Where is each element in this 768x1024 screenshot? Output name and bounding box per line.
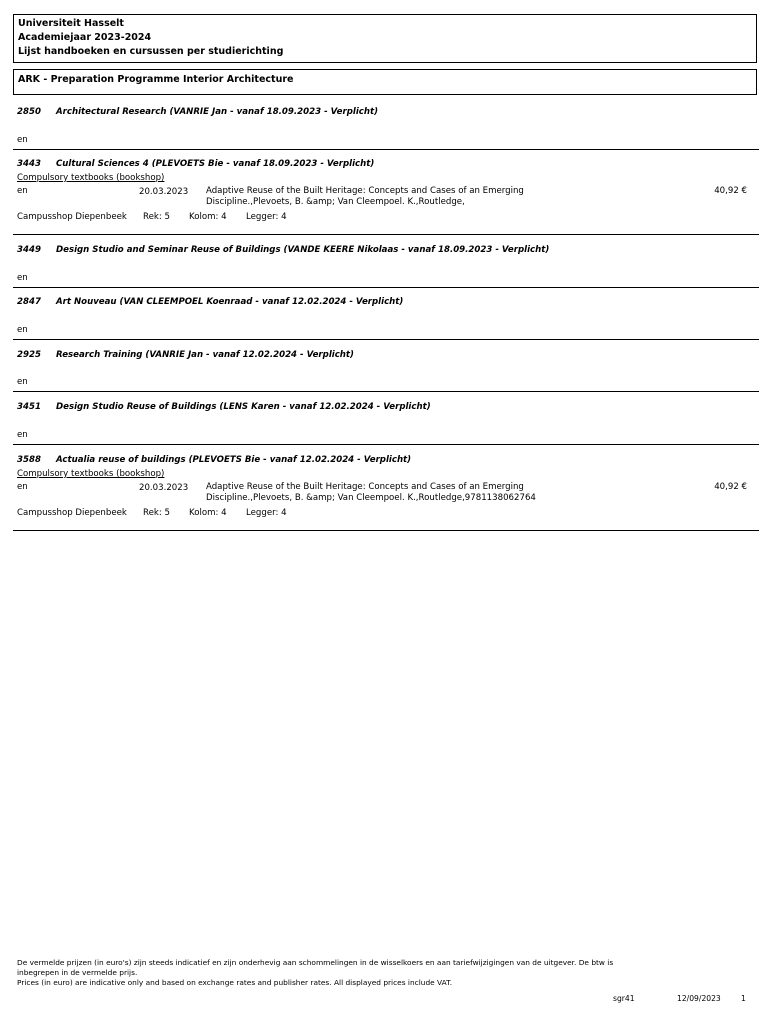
course-block: [13, 454, 759, 531]
course-code: 2847: [17, 297, 41, 307]
course-title: Actualia reuse of buildings (PLEVOETS Bie - vanaf 12.02.2024 - Verplicht): [56, 455, 412, 465]
course-language: en: [17, 325, 28, 335]
program-title: ARK - Preparation Programme Interior Architecture: [18, 74, 294, 85]
course-title: Design Studio and Seminar Reuse of Buildings (VANDE KEERE Nikolaas - vanaf 18.09.2023 - Verplicht): [56, 245, 550, 255]
textbook-category: Compulsory textbooks (bookshop): [17, 173, 165, 183]
textbook-description: Adaptive Reuse of the Built Heritage: Concepts and Cases of an Emerging Discipline.,Plevoets, B. &amp; Van Cleempoel. K.,Routledge,9781138062764: [206, 482, 536, 503]
shop-name: Campusshop Diepenbeek: [17, 508, 127, 518]
shop-location: [17, 211, 287, 223]
textbook-price: 40,92 €: [714, 186, 747, 196]
course-code: 3449: [17, 245, 41, 255]
course-heading: [17, 244, 549, 256]
disclaimer-english: Prices (in euro) are indicative only and based on exchange rates and publisher rates. All displayed prices include VAT.: [17, 978, 453, 987]
course-title: Research Training (VANRIE Jan - vanaf 12.02.2024 - Verplicht): [56, 350, 354, 360]
course-code: 2850: [17, 107, 41, 117]
course-language: en: [17, 135, 28, 145]
shop-name: Campusshop Diepenbeek: [17, 212, 127, 222]
course-heading: [17, 158, 374, 170]
textbook-description: Adaptive Reuse of the Built Heritage: Concepts and Cases of an Emerging Discipline.,Plevoets, B. &amp; Van Cleempoel. K.,Routledge,: [206, 186, 524, 207]
course-heading: [17, 296, 403, 308]
textbook-category: Compulsory textbooks (bookshop): [17, 469, 165, 479]
program-header: [13, 69, 757, 95]
course-code: 3443: [17, 159, 41, 169]
report-header: [13, 14, 757, 63]
report-code: sgr41: [613, 994, 635, 1003]
report-date: 12/09/2023: [677, 994, 721, 1003]
textbook-date: 20.03.2023: [139, 483, 189, 493]
course-title: Art Nouveau (VAN CLEEMPOEL Koenraad - vanaf 12.02.2024 - Verplicht): [56, 297, 404, 307]
course-block: [13, 106, 759, 150]
course-block: [13, 401, 759, 445]
course-language: en: [17, 273, 28, 283]
page-number: 1: [741, 994, 746, 1003]
course-language: en: [17, 377, 28, 387]
course-heading: [17, 401, 431, 413]
shelf-legger: Legger: 4: [246, 212, 287, 222]
course-heading: [17, 106, 378, 118]
shelf-rek: Rek: 5: [143, 508, 170, 518]
course-block: [13, 296, 759, 340]
shelf-kolom: Kolom: 4: [189, 212, 227, 222]
course-title: Architectural Research (VANRIE Jan - vanaf 18.09.2023 - Verplicht): [56, 107, 379, 117]
textbook-date: 20.03.2023: [139, 187, 189, 197]
course-block: [13, 244, 759, 288]
course-heading: [17, 349, 354, 361]
disclaimer-dutch: De vermelde prijzen (in euro's) zijn steeds indicatief en zijn onderhevig aan schommelingen in de wisselkoers en aan tariefwijzigingen van de uitgever. De btw is inbegrepen in de vermelde prijs.: [17, 958, 614, 977]
shelf-kolom: Kolom: 4: [189, 508, 227, 518]
shelf-rek: Rek: 5: [143, 212, 170, 222]
shop-location: [17, 507, 287, 519]
university-name: Universiteit Hasselt: [18, 18, 124, 29]
course-block: [13, 349, 759, 392]
price-disclaimer: [17, 958, 637, 988]
textbook-language: en: [17, 186, 28, 196]
course-code: 3451: [17, 402, 41, 412]
course-block: [13, 158, 759, 235]
course-heading: [17, 454, 411, 466]
course-title: Design Studio Reuse of Buildings (LENS Karen - vanaf 12.02.2024 - Verplicht): [56, 402, 431, 412]
textbook-language: en: [17, 482, 28, 492]
academic-year: Academiejaar 2023-2024: [18, 32, 152, 43]
course-code: 2925: [17, 350, 41, 360]
course-title: Cultural Sciences 4 (PLEVOETS Bie - vanaf 18.09.2023 - Verplicht): [56, 159, 375, 169]
course-language: en: [17, 430, 28, 440]
textbook-price: 40,92 €: [714, 482, 747, 492]
report-title: Lijst handboeken en cursussen per studierichting: [18, 46, 284, 57]
course-code: 3588: [17, 455, 41, 465]
shelf-legger: Legger: 4: [246, 508, 287, 518]
